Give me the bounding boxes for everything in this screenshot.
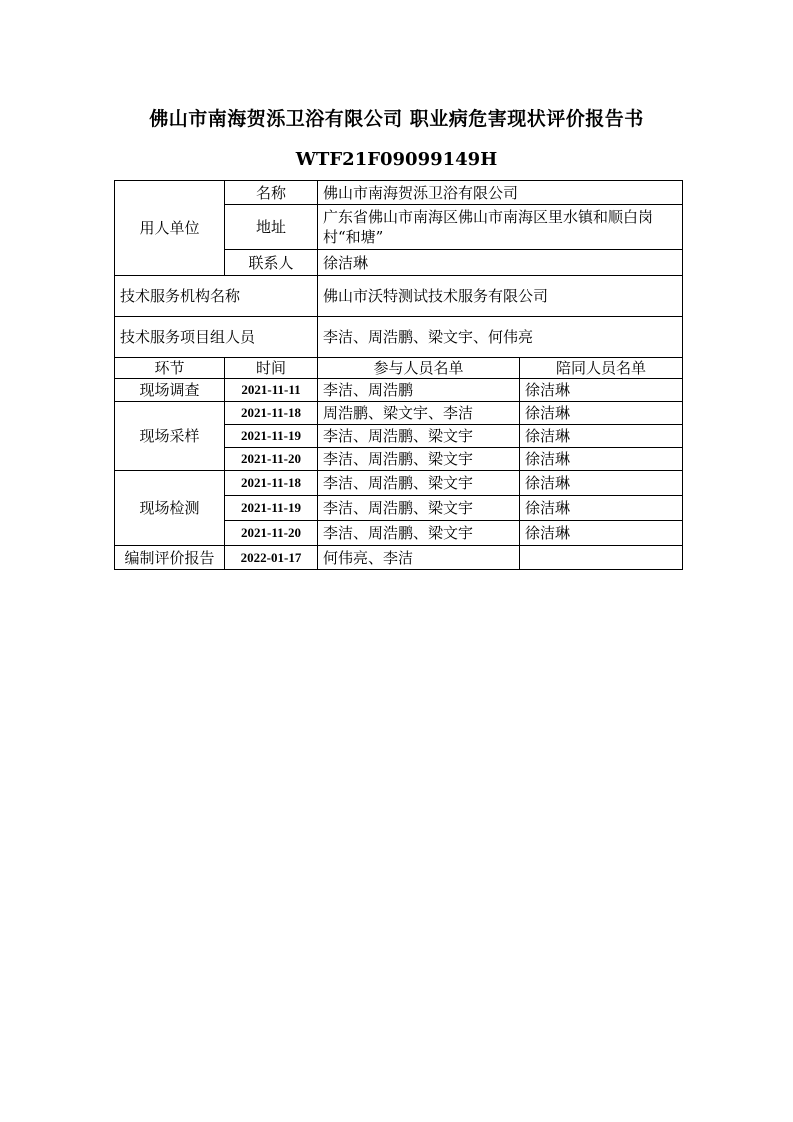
row-escort: 徐洁琳 <box>520 496 683 521</box>
row-escort: 徐洁琳 <box>520 379 683 402</box>
row-date: 2021-11-19 <box>225 425 318 448</box>
row-escort: 徐洁琳 <box>520 471 683 496</box>
service-team-row <box>115 317 683 358</box>
employer-address-value: 广东省佛山市南海区佛山市南海区里水镇和顺白岗村“和塘” <box>318 205 683 250</box>
row-participants: 李洁、周浩鹏、梁文宇 <box>318 496 520 521</box>
row-escort: 徐洁琳 <box>520 425 683 448</box>
employer-name-label: 名称 <box>225 181 318 205</box>
report-info-table <box>114 180 683 570</box>
service-team-value: 李洁、周浩鹏、梁文宇、何伟亮 <box>318 317 683 358</box>
row-escort: 徐洁琳 <box>520 448 683 471</box>
row-participants: 何伟亮、李洁 <box>318 546 520 570</box>
row-date: 2021-11-11 <box>225 379 318 402</box>
row-participants: 李洁、周浩鹏、梁文宇 <box>318 448 520 471</box>
row-participants: 周浩鹏、梁文宇、李洁 <box>318 402 520 425</box>
row-date: 2021-11-20 <box>225 448 318 471</box>
service-team-label: 技术服务项目组人员 <box>115 317 318 358</box>
employer-name-row <box>115 181 683 205</box>
employer-section-label: 用人单位 <box>115 181 225 276</box>
employer-name-value: 佛山市南海贺泺卫浴有限公司 <box>318 181 683 205</box>
schedule-row <box>115 402 683 425</box>
row-participants: 李洁、周浩鹏、梁文宇 <box>318 425 520 448</box>
row-escort: 徐洁琳 <box>520 521 683 546</box>
schedule-row <box>115 471 683 496</box>
row-escort: 徐洁琳 <box>520 402 683 425</box>
service-org-row <box>115 276 683 317</box>
row-escort <box>520 546 683 570</box>
document-title: 佛山市南海贺泺卫浴有限公司 职业病危害现状评价报告书 <box>149 108 644 130</box>
row-date: 2021-11-19 <box>225 496 318 521</box>
employer-contact-value: 徐洁琳 <box>318 250 683 276</box>
employer-contact-label: 联系人 <box>225 250 318 276</box>
row-date: 2021-11-18 <box>225 471 318 496</box>
row-participants: 李洁、周浩鹏 <box>318 379 520 402</box>
schedule-row <box>115 379 683 402</box>
service-org-value: 佛山市沃特测试技术服务有限公司 <box>318 276 683 317</box>
schedule-row <box>115 546 683 570</box>
row-participants: 李洁、周浩鹏、梁文宇 <box>318 521 520 546</box>
row-date: 2022-01-17 <box>225 546 318 570</box>
schedule-header-row <box>115 358 683 379</box>
employer-address-label: 地址 <box>225 205 318 250</box>
stage-report: 编制评价报告 <box>115 546 225 570</box>
stage-testing: 现场检测 <box>115 471 225 546</box>
header-escort: 陪同人员名单 <box>520 358 683 379</box>
stage-sampling: 现场采样 <box>115 402 225 471</box>
stage-survey: 现场调查 <box>115 379 225 402</box>
header-stage: 环节 <box>115 358 225 379</box>
report-code: WTF21F09099149H <box>295 149 498 170</box>
row-participants: 李洁、周浩鹏、梁文宇 <box>318 471 520 496</box>
row-date: 2021-11-18 <box>225 402 318 425</box>
row-date: 2021-11-20 <box>225 521 318 546</box>
service-org-label: 技术服务机构名称 <box>115 276 318 317</box>
header-date: 时间 <box>225 358 318 379</box>
header-participants: 参与人员名单 <box>318 358 520 379</box>
